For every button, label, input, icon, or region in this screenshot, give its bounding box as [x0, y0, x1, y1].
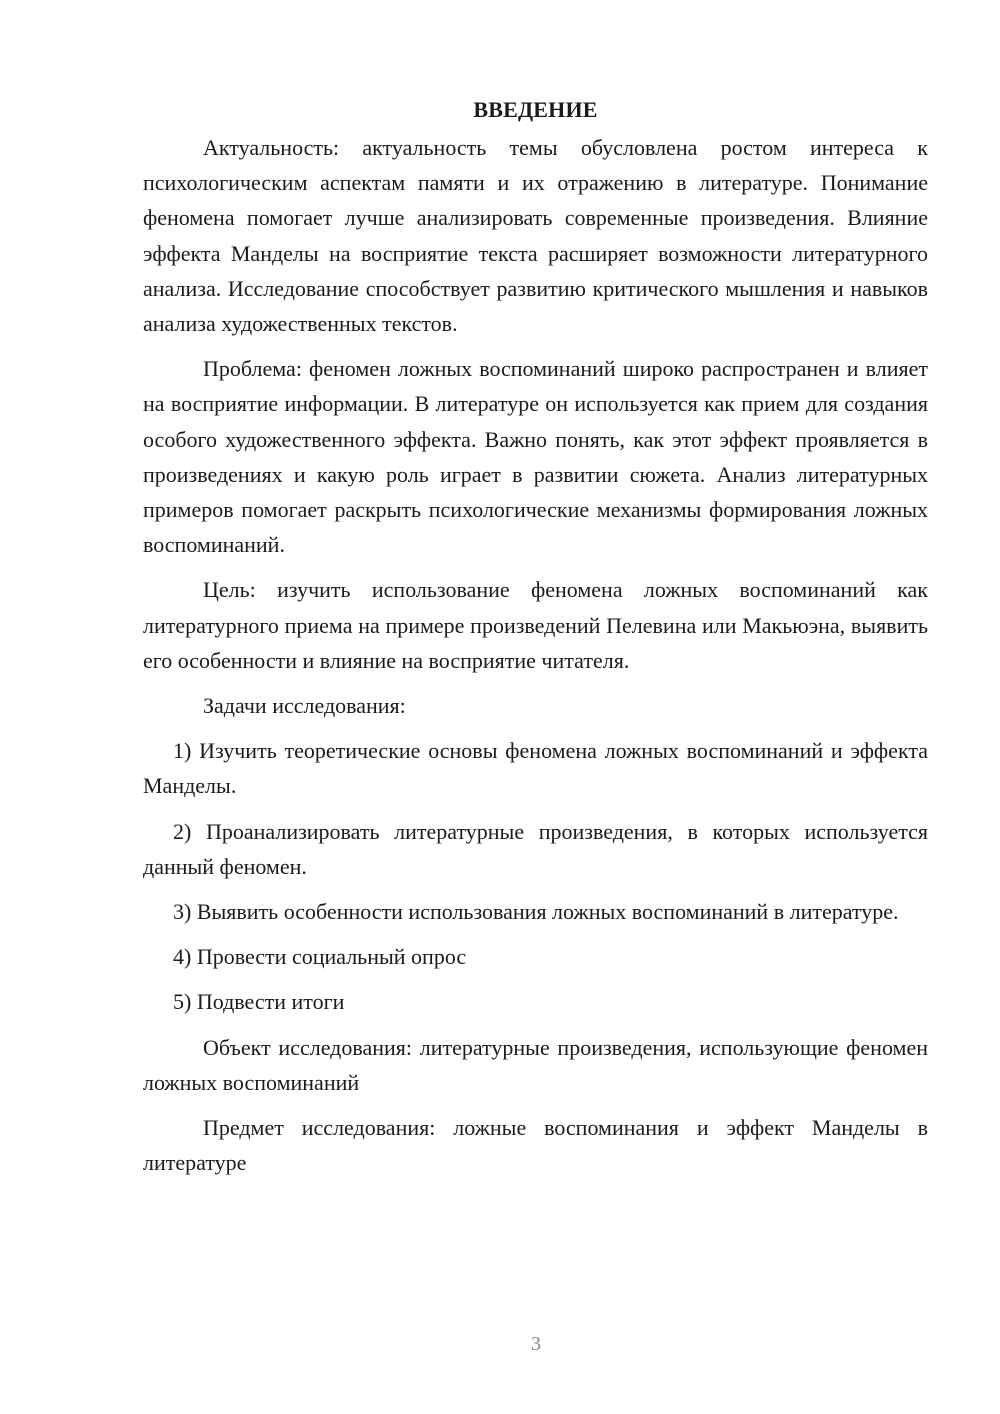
- page-content: [143, 92, 928, 1180]
- task-item-3: 3) Выявить особенности использования ложных воспоминаний в литературе.: [173, 899, 899, 925]
- task-item-2: 2) Проанализировать литературные произведения, в которых используется данный феномен.: [143, 818, 928, 879]
- page-title: ВВЕДЕНИЕ: [473, 97, 598, 122]
- tasks-heading: Задачи исследования:: [203, 693, 406, 719]
- task-item-1: 1) Изучить теоретические основы феномена ложных воспоминаний и эффекта Манделы.: [143, 738, 928, 799]
- task-item-4: 4) Провести социальный опрос: [173, 944, 467, 970]
- subject-paragraph: Предмет исследования: ложные воспоминания и эффект Манделы в литературе: [143, 1115, 928, 1176]
- page-number: 3: [531, 1333, 541, 1355]
- problem-paragraph: Проблема: феномен ложных воспоминаний широко распространен и влияет на восприятие информации. В литературе он используется как прием для создания особого художественного эффекта. Важно понять, как этот эффект проявляется в произведениях и какую роль играет в развитии сюжета. Анализ литературных примеров помогает раскрыть психологические механизмы формирования ложных воспоминаний.: [143, 356, 928, 558]
- task-item-5: 5) Подвести итоги: [173, 989, 345, 1015]
- relevance-paragraph: Актуальность: актуальность темы обусловлена ростом интереса к психологическим аспектам памяти и их отражению в литературе. Понимание феномена помогает лучше анализировать современные произведения. Влияние эффекта Манделы на восприятие текста расширяет возможности литературного анализа. Исследование способствует развитию критического мышления и навыков анализа художественных текстов.: [143, 135, 928, 337]
- object-paragraph: Объект исследования: литературные произведения, использующие феномен ложных воспоминаний: [143, 1034, 928, 1095]
- goal-paragraph: Цель: изучить использование феномена ложных воспоминаний как литературного приема на примере произведений Пелевина или Макьюэна, выявить его особенности и влияние на восприятие читателя.: [143, 577, 928, 673]
